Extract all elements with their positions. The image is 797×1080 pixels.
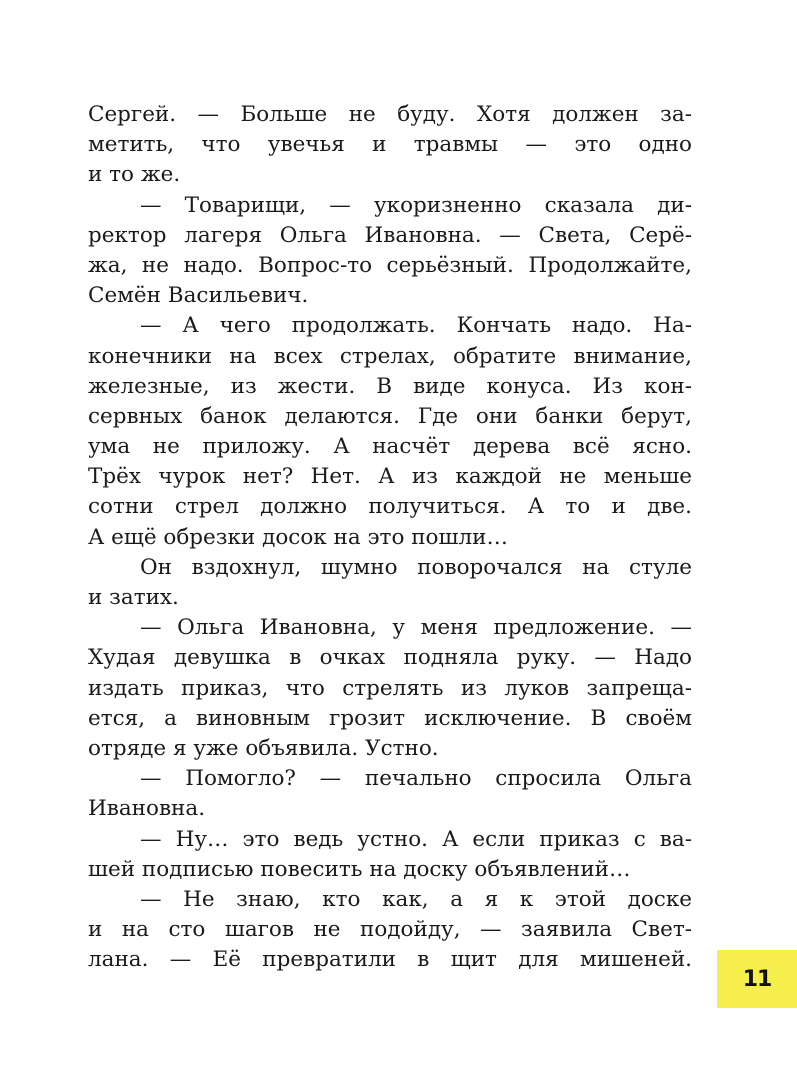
text-line: А ещё обрезки досок на это пошли… (88, 524, 508, 550)
text-line: — Товарищи, — укоризненно сказала ди- (140, 192, 692, 218)
text-line: Худая девушка в очках подняла руку. — Надо (88, 645, 692, 671)
text-line: — А чего продолжать. Кончать надо. На- (140, 313, 692, 339)
text-line: жа, не надо. Вопрос-то серьёзный. Продолжайте, (88, 252, 692, 278)
text-line: Трёх чурок нет? Нет. А из каждой не меньше (88, 464, 692, 490)
text-line: шей подписью повесить на доску объявлений… (88, 856, 631, 882)
text-line: и на сто шагов не подойду, — заявила Свет- (88, 917, 692, 943)
text-line: Ивановна. (88, 796, 206, 822)
text-line: сервных банок делаются. Где они банки берут, (88, 403, 692, 429)
text-line: ется, а виновным грозит исключение. В своём (88, 705, 692, 731)
text-line: ректор лагеря Ольга Ивановна. — Света, Серё- (88, 222, 692, 248)
text-line: железные, из жести. В виде конуса. Из кон- (88, 373, 692, 399)
text-line: и затих. (88, 585, 179, 610)
page-number: 11 (742, 966, 772, 992)
text-line: Семён Васильевич. (88, 283, 309, 309)
text-line: — Не знаю, кто как, а я к этой доске (140, 886, 692, 912)
text-line: издать приказ, что стрелять из луков запреща- (88, 675, 692, 701)
text-line: — Помогло? — печально спросила Ольга (140, 766, 692, 792)
text-line: конечники на всех стрелах, обратите внимание, (88, 343, 692, 369)
text-line: — Ольга Ивановна, у меня предложение. — (140, 615, 692, 641)
text-line: лана. — Её превратили в щит для мишеней. (88, 947, 692, 973)
text-line: и то же. (88, 162, 181, 188)
text-line: Сергей. — Больше не буду. Хотя должен за- (88, 102, 692, 127)
text-line: ума не приложу. А насчёт дерева всё ясно. (88, 434, 692, 460)
text-line: Он вздохнул, шумно поворочался на стуле (140, 554, 692, 580)
page-body-text (88, 100, 692, 975)
page-number-tab (717, 950, 797, 1008)
text-line: метить, что увечья и травмы — это одно (88, 132, 692, 158)
text-line: отряде я уже объявила. Устно. (88, 735, 439, 761)
text-line: сотни стрел должно получиться. А то и две. (88, 494, 692, 520)
text-line: — Ну… это ведь устно. А если приказ с ва- (140, 826, 692, 852)
